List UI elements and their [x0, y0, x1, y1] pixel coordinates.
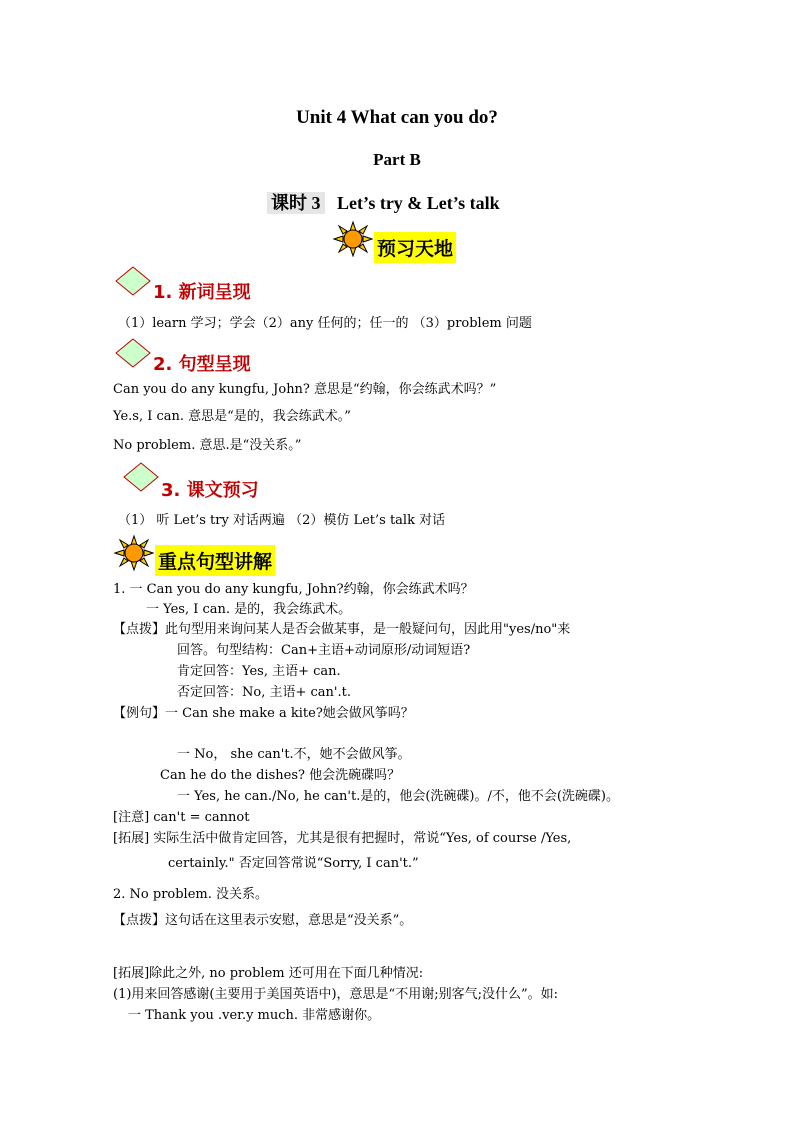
example-line: 一 Yes, he can./No, he can't.是的，他会(洗碗碟)。/不，他不会(洗碗碟)。	[177, 789, 619, 804]
pattern-line: Can you do any kungfu, John? 意思是“约翰，你会练武术吗？”	[113, 382, 497, 397]
extension-line: [拓展]除此之外, no problem 还可用在下面几种情况:	[113, 966, 424, 981]
page-title: Unit 4 What can you do?	[296, 107, 498, 128]
text-preview-line: （1） 听 Let’s try 对话两遍 （2）模仿 Let’s talk 对话	[118, 513, 446, 528]
explanation-line: 【点拨】此句型用来询问某人是否会做某事，是一般疑问句，因此用"yes/no"来	[113, 622, 571, 637]
sun-icon	[333, 221, 373, 257]
lesson-heading	[267, 189, 500, 215]
section-heading-sentence-patterns: 2. 句型呈现	[153, 354, 251, 375]
sentence-2-line: 2. No problem. 没关系。	[113, 887, 268, 902]
tip-line: 【点拨】这句话在这里表示安慰，意思是“没关系”。	[113, 913, 413, 928]
explanation-line: 一 Yes, I can. 是的，我会练武术。	[146, 602, 352, 617]
part-label: Part B	[373, 150, 421, 169]
diamond-icon	[115, 338, 151, 368]
example-line: Can he do the dishes? 他会洗碗碟吗？	[160, 768, 401, 783]
explanation-line: 1. 一 Can you do any kungfu, John?约翰，你会练武术吗？	[113, 582, 474, 597]
extension-line: [拓展] 实际生活中做肯定回答，尤其是很有把握时，常说“Yes, of course /Yes,	[113, 831, 572, 846]
explanation-line: 肯定回答：Yes, 主语+ can.	[177, 664, 341, 679]
extension-line: certainly." 否定回答常说“Sorry, I can't.”	[168, 856, 419, 871]
preview-banner: 预习天地	[374, 232, 456, 263]
diamond-icon	[115, 266, 151, 296]
note-line: [注意] can't = cannot	[113, 810, 250, 825]
new-words-line: （1）learn 学习；学会（2）any 任何的；任一的 （3）problem 问题	[118, 316, 532, 331]
section-heading-text-preview: 3. 课文预习	[161, 480, 259, 501]
explanation-line: 回答。句型结构：Can+主语+动词原形/动词短语?	[177, 643, 471, 658]
pattern-line: No problem. 意思.是“没关系。”	[113, 438, 302, 453]
key-sentences-banner: 重点句型讲解	[155, 545, 275, 576]
section-heading-new-words: 1. 新词呈现	[153, 282, 251, 303]
usage-line: (1)用来回答感谢(主要用于美国英语中)，意思是“不用谢;别客气;没什么”。如:	[113, 987, 558, 1002]
lesson-title: Let’s try & Let’s talk	[337, 193, 500, 213]
usage-example-line: 一 Thank you .ver.y much. 非常感谢你。	[128, 1008, 381, 1023]
pattern-line: Ye.s, I can. 意思是“是的，我会练武术。”	[113, 409, 351, 424]
sun-icon	[114, 535, 154, 571]
explanation-line: 否定回答：No, 主语+ can'.t.	[177, 685, 351, 700]
example-line: 一 No， she can't.不，她不会做风筝。	[177, 747, 411, 762]
example-line: 【例句】一 Can she make a kite?她会做风筝吗？	[113, 706, 414, 721]
diamond-icon	[123, 462, 159, 492]
lesson-label: 课时 3	[267, 192, 325, 214]
